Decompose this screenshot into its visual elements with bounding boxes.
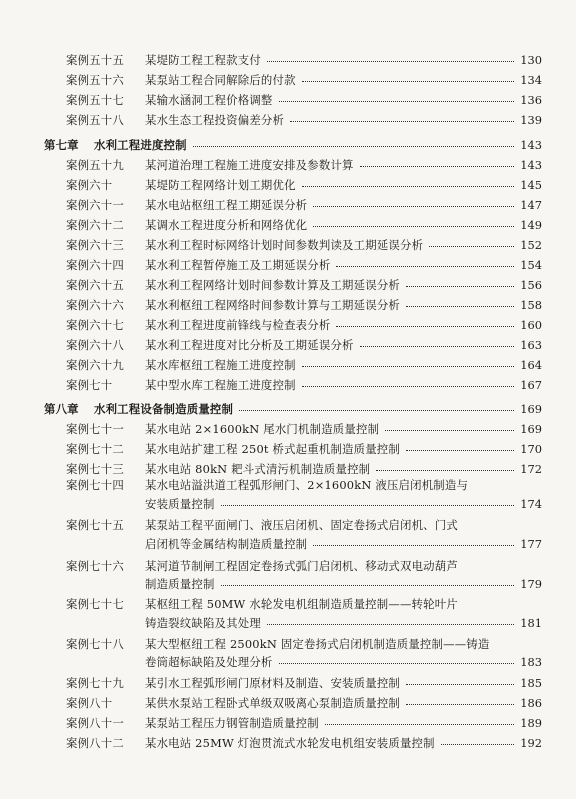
dot-leader [279, 663, 514, 664]
toc-entry-row [0, 576, 576, 594]
case-title: 某水利枢纽工程网络时间参数计算与工期延误分析 [145, 298, 400, 312]
toc-entry-row [0, 72, 576, 90]
page-number: 189 [520, 716, 542, 730]
case-number: 案例六十三 [66, 238, 124, 252]
case-title: 某水利工程网络计划时间参数计算及工期延误分析 [145, 278, 400, 292]
toc-entry-row [0, 297, 576, 315]
page-number: 181 [520, 616, 542, 630]
page-number: 143 [520, 138, 542, 152]
dot-leader [313, 206, 514, 207]
case-number: 案例八十二 [66, 736, 124, 750]
page-number: 164 [520, 358, 542, 372]
case-number: 案例七十 [66, 378, 113, 392]
case-title: 某枢纽工程 50MW 水轮发电机组制造质量控制——转轮叶片 [145, 597, 458, 611]
case-number: 案例六十一 [66, 198, 124, 212]
page-number: 145 [520, 178, 542, 192]
case-title: 某水利工程进度前锋线与检查表分析 [145, 318, 331, 332]
toc-entry-row [0, 654, 576, 672]
dot-leader [441, 744, 514, 745]
dot-leader [302, 366, 514, 367]
page-number: 143 [520, 158, 542, 172]
toc-entry-row [0, 477, 576, 495]
case-number: 案例六十九 [66, 358, 124, 372]
case-title: 安装质量控制 [145, 497, 215, 511]
case-number: 案例六十八 [66, 338, 124, 352]
chapter-number: 第七章 [44, 138, 79, 152]
case-number: 案例五十六 [66, 73, 124, 87]
dot-leader [193, 146, 514, 147]
page-number: 185 [520, 676, 542, 690]
dot-leader [325, 724, 514, 725]
case-title: 某供水泵站工程卧式单级双吸离心泵制造质量控制 [145, 696, 400, 710]
case-title: 某水利工程暂停施工及工期延误分析 [145, 258, 331, 272]
toc-entry-row [0, 157, 576, 175]
case-title: 某中型水库工程施工进度控制 [145, 378, 296, 392]
case-title: 某水利工程时标网络计划时间参数判读及工期延误分析 [145, 238, 424, 252]
toc-entry-row [0, 496, 576, 514]
toc-entry-row [0, 217, 576, 235]
case-title: 卷筒超标缺陷及处理分析 [145, 655, 273, 669]
toc-chapter-row [0, 401, 576, 419]
page-number: 156 [520, 278, 542, 292]
case-title: 制造质量控制 [145, 577, 215, 591]
toc-entry-row [0, 377, 576, 395]
page-number: 177 [520, 537, 542, 551]
page-number: 170 [520, 442, 542, 456]
case-title: 某河道节制闸工程固定卷扬式弧门启闭机、移动式双电动葫芦 [145, 559, 458, 573]
dot-leader [239, 410, 514, 411]
toc-entry-row [0, 636, 576, 654]
case-title: 某水生态工程投资偏差分析 [145, 113, 285, 127]
page-number: 139 [520, 113, 542, 127]
case-number: 案例六十四 [66, 258, 124, 272]
case-number: 案例七十六 [66, 559, 124, 573]
toc-entry-row [0, 695, 576, 713]
dot-leader [302, 386, 514, 387]
toc-entry-row [0, 237, 576, 255]
chapter-title: 水利工程进度控制 [94, 138, 187, 152]
toc-entry-row [0, 357, 576, 375]
dot-leader [336, 266, 514, 267]
chapter-number: 第八章 [44, 402, 79, 416]
dot-leader [302, 186, 514, 187]
case-title: 某水电站 25MW 灯泡贯流式水轮发电机组安装质量控制 [145, 736, 435, 750]
case-title: 某泵站工程合同解除后的付款 [145, 73, 296, 87]
case-title: 某水电站扩建工程 250t 桥式起重机制造质量控制 [145, 442, 400, 456]
toc-chapter-row [0, 137, 576, 155]
case-title: 某水电站枢纽工程工期延误分析 [145, 198, 308, 212]
case-number: 案例六十五 [66, 278, 124, 292]
toc-entry-row [0, 112, 576, 130]
case-number: 案例七十一 [66, 422, 124, 436]
case-number: 案例六十七 [66, 318, 124, 332]
page-number: 186 [520, 696, 542, 710]
dot-leader [221, 505, 514, 506]
case-number: 案例七十七 [66, 597, 124, 611]
toc-entry-row [0, 277, 576, 295]
case-number: 案例五十八 [66, 113, 124, 127]
page-number: 136 [520, 93, 542, 107]
case-title: 某输水涵洞工程价格调整 [145, 93, 273, 107]
case-number: 案例五十五 [66, 53, 124, 67]
case-number: 案例六十二 [66, 218, 124, 232]
page-number: 169 [520, 422, 542, 436]
page-number: 167 [520, 378, 542, 392]
page-number: 192 [520, 736, 542, 750]
page-number: 172 [520, 462, 542, 476]
toc-entry-row [0, 735, 576, 753]
toc-entry-row [0, 596, 576, 614]
case-title: 某泵站工程压力钢管制造质量控制 [145, 716, 319, 730]
dot-leader [267, 61, 514, 62]
dot-leader [406, 286, 514, 287]
case-number: 案例五十九 [66, 158, 124, 172]
toc-entry-row [0, 558, 576, 576]
toc-entry-row [0, 517, 576, 535]
dot-leader [385, 430, 514, 431]
dot-leader [376, 470, 514, 471]
case-title: 某堤防工程网络计划工期优化 [145, 178, 296, 192]
toc-entry-row [0, 52, 576, 70]
dot-leader [406, 306, 514, 307]
case-number: 案例五十七 [66, 93, 124, 107]
dot-leader [429, 246, 514, 247]
case-number: 案例七十九 [66, 676, 124, 690]
case-number: 案例七十三 [66, 462, 124, 476]
page-number: 158 [520, 298, 542, 312]
dot-leader [336, 326, 514, 327]
toc-entry-row [0, 257, 576, 275]
dot-leader [406, 704, 514, 705]
dot-leader [221, 585, 514, 586]
toc-entry-row [0, 615, 576, 633]
toc-entry-row [0, 715, 576, 733]
page-number: 179 [520, 577, 542, 591]
toc-entry-row [0, 177, 576, 195]
case-title: 某堤防工程工程款支付 [145, 53, 261, 67]
page-number: 160 [520, 318, 542, 332]
toc-entry-row [0, 441, 576, 459]
case-title: 某水电站 2×1600kN 尾水门机制造质量控制 [145, 422, 380, 436]
page-number: 163 [520, 338, 542, 352]
toc-entry-row [0, 421, 576, 439]
case-title: 启闭机等金属结构制造质量控制 [145, 537, 308, 551]
case-title: 某水库枢纽工程施工进度控制 [145, 358, 296, 372]
dot-leader [313, 545, 514, 546]
dot-leader [267, 624, 514, 625]
case-title: 某水利工程进度对比分析及工期延误分析 [145, 338, 354, 352]
toc-entry-row [0, 317, 576, 335]
page-number: 169 [520, 402, 542, 416]
page-number: 152 [520, 238, 542, 252]
case-number: 案例六十 [66, 178, 113, 192]
page-number: 183 [520, 655, 542, 669]
case-number: 案例八十一 [66, 716, 124, 730]
case-title: 某河道治理工程施工进度安排及参数计算 [145, 158, 354, 172]
dot-leader [313, 226, 514, 227]
dot-leader [360, 346, 514, 347]
page-number: 147 [520, 198, 542, 212]
toc-entry-row [0, 675, 576, 693]
case-title: 某泵站工程平面闸门、液压启闭机、固定卷扬式启闭机、门式 [145, 518, 458, 532]
toc-entry-row [0, 337, 576, 355]
page-number: 134 [520, 73, 542, 87]
page-number: 174 [520, 497, 542, 511]
page-number: 154 [520, 258, 542, 272]
case-number: 案例六十六 [66, 298, 124, 312]
case-number: 案例七十二 [66, 442, 124, 456]
case-number: 案例七十四 [66, 478, 124, 492]
chapter-title: 水利工程设备制造质量控制 [94, 402, 234, 416]
case-number: 案例八十 [66, 696, 113, 710]
toc-entry-row [0, 197, 576, 215]
toc-entry-row [0, 92, 576, 110]
page-number: 130 [520, 53, 542, 67]
case-title: 某水电站 80kN 耙斗式清污机制造质量控制 [145, 462, 371, 476]
dot-leader [360, 166, 514, 167]
case-title: 某引水工程弧形闸门原材料及制造、安装质量控制 [145, 676, 400, 690]
case-title: 铸造裂纹缺陷及其处理 [145, 616, 261, 630]
dot-leader [302, 81, 514, 82]
dot-leader [406, 450, 514, 451]
case-number: 案例七十八 [66, 637, 124, 651]
case-title: 某调水工程进度分析和网络优化 [145, 218, 308, 232]
dot-leader [406, 684, 514, 685]
toc-entry-row [0, 536, 576, 554]
case-title: 某大型枢纽工程 2500kN 固定卷扬式启闭机制造质量控制——铸造 [145, 637, 490, 651]
page-number: 149 [520, 218, 542, 232]
dot-leader [279, 101, 514, 102]
case-title: 某水电站溢洪道工程弧形闸门、2×1600kN 液压启闭机制造与 [145, 478, 469, 492]
case-number: 案例七十五 [66, 518, 124, 532]
dot-leader [290, 121, 514, 122]
